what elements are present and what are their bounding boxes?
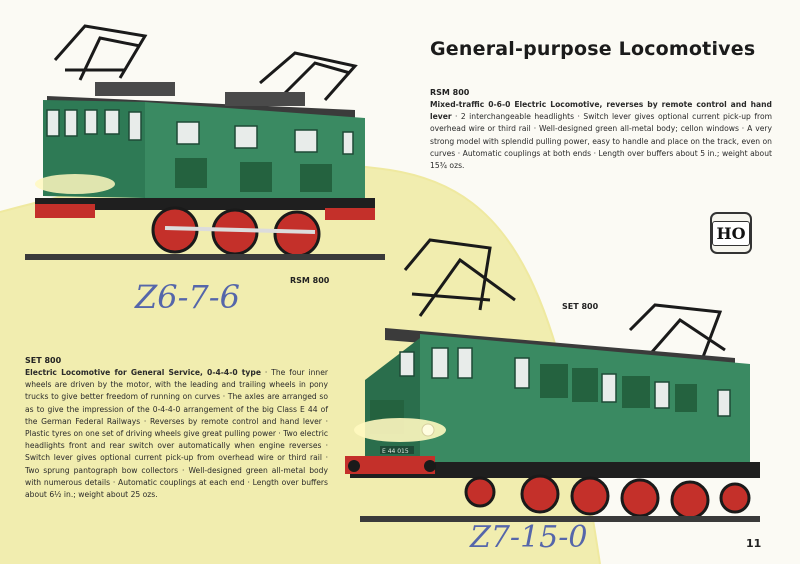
page-number: 11 xyxy=(746,537,762,550)
rsm-description xyxy=(430,99,772,172)
set-description xyxy=(25,367,328,501)
rsm-headline: Mixed-traffic 0-6-0 Electric Locomotive, reverses by remote control and hand lever xyxy=(430,100,772,122)
set-code-label: SET 800 xyxy=(25,356,62,365)
set-800-locomotive-illustration xyxy=(340,230,770,530)
set-caption: SET 800 xyxy=(562,302,599,311)
set-cab-number: E 44 015 xyxy=(382,448,409,455)
rsm-caption: RSM 800 xyxy=(290,276,330,285)
set-headline: Electric Locomotive for General Service, 0-4-4-0 type xyxy=(25,368,261,377)
set-body: · The four inner wheels are driven by the motor, with the leading and trailing wheels in pony trucks to give better freedom of running on curves · The axles are arranged so as to give the impression of the 0-4-4-0 arrangement of the big Class E 44 of the German Federal Railways · Reverses by remote control and hand lever · Plastic tyres on one set of driving wheels give great pulling power · Two electric headlights front and rear switch over automatically when engine reverses · Switch lever gives optional current pick-up from overhead wire or third rail · Two sprung pantograph bow collectors · Well-designed green all-metal body with numerous details · Automatic couplings at each end · Length over buffers about 6½ in.; weight about 25 ozs. xyxy=(25,368,328,500)
page-title: General-purpose Locomotives xyxy=(430,38,756,60)
rsm-handwritten-note: Z6-7-6 xyxy=(135,278,240,316)
rsm-800-locomotive-illustration xyxy=(25,18,385,268)
set-handwritten-note: Z7-15-0 xyxy=(470,520,588,555)
rsm-code-label: RSM 800 xyxy=(430,88,470,97)
set-pantograph-left xyxy=(405,240,515,316)
set-wheels xyxy=(466,476,749,518)
rsm-body: · 2 interchangeable headlights · Switch lever gives optional current pick-up from overhead wire or third rail · Well-designed green all-metal body; cellon windows · A very strong model with splendid pulling power, easy to handle and place on the track, even on curves · Automatic couplings at both ends · Length over buffers about 5 in.; weight about 15¾ ozs. xyxy=(430,112,772,171)
rsm-wheels xyxy=(153,208,319,256)
rsm-pantograph-left xyxy=(55,26,145,80)
ho-badge-label: HO xyxy=(712,221,749,246)
